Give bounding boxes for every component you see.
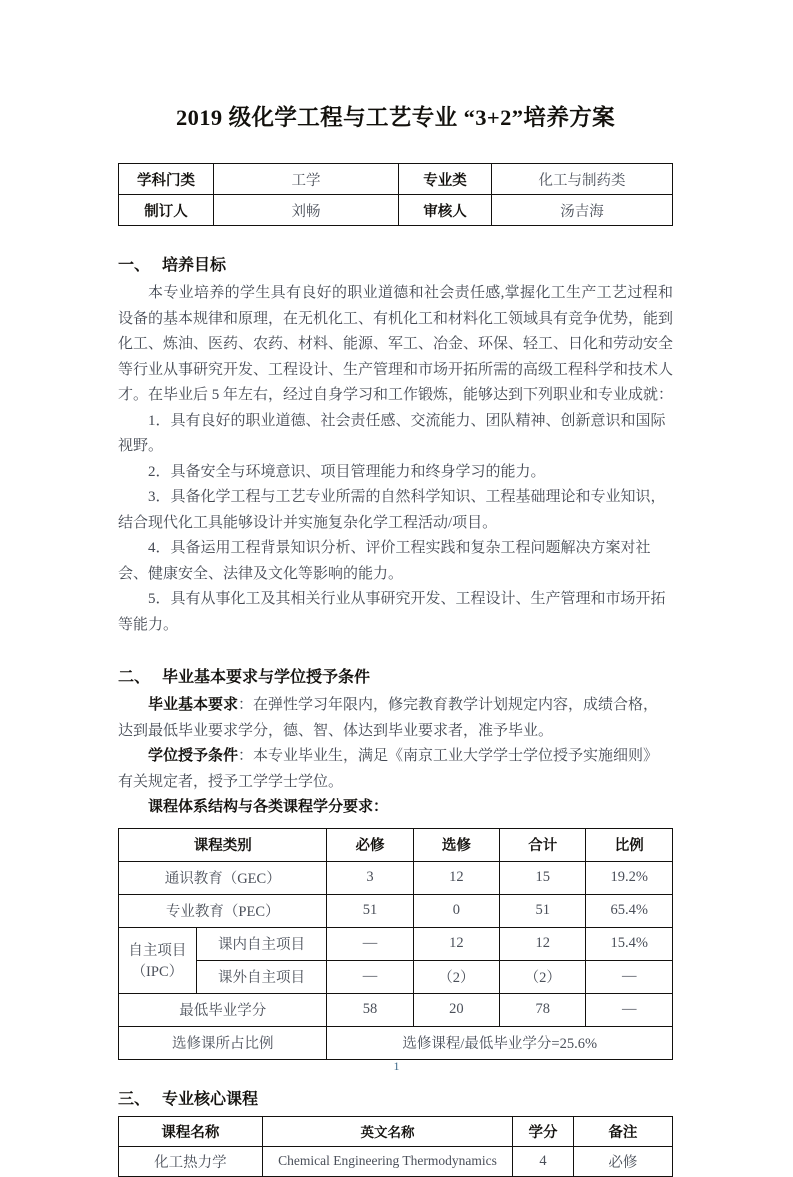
graduation-requirement-label: 毕业基本要求 <box>148 697 239 713</box>
credits-row-ipc-in-required: — <box>327 927 413 960</box>
credits-row-ipc-out-required: — <box>327 960 413 993</box>
page-number: 1 <box>393 1059 400 1073</box>
section-title-1: 培养目标 <box>162 257 227 274</box>
credits-row-pec-ratio: 65.4% <box>586 894 673 927</box>
table-row <box>119 195 673 226</box>
core-header-credits: 学分 <box>513 1116 574 1146</box>
page-title: 2019 级化学工程与工艺专业 “3+2”培养方案 <box>175 105 616 130</box>
credits-group-ipc <box>119 927 197 993</box>
table-row <box>119 861 673 894</box>
credits-row-gec-type: 通识教育（GEC） <box>119 861 327 894</box>
section-heading-objectives <box>118 252 673 275</box>
credits-row-pec-total: 51 <box>500 894 586 927</box>
table-row <box>119 960 673 993</box>
graduation-requirement-paragraph <box>118 693 673 744</box>
credits-row-min-type: 最低毕业学分 <box>119 993 327 1026</box>
degree-condition-label: 学位授予条件 <box>148 748 239 764</box>
info-value-author: 刘畅 <box>214 195 399 226</box>
core-courses-table <box>118 1116 673 1177</box>
list-item: 3．具备化学工程与工艺专业所需的自然科学知识、工程基础理论和专业知识，结合现代化工具能够设计并实施复杂化学工程活动/项目。 <box>118 489 666 531</box>
credits-row-ipc-out-ratio: — <box>586 960 673 993</box>
table-row <box>119 927 673 960</box>
page-content <box>118 0 673 1177</box>
info-label-reviewer: 审核人 <box>399 195 492 226</box>
info-label-discipline: 学科门类 <box>119 164 214 195</box>
credits-row-ipc-out-elective: （2） <box>413 960 499 993</box>
credits-group-ipc-line1: 自主项目 <box>128 943 187 959</box>
credits-row-pec-required: 51 <box>327 894 413 927</box>
section-title-3: 专业核心课程 <box>162 1090 259 1108</box>
table-row <box>119 1146 673 1176</box>
credits-structure-table <box>118 828 673 1060</box>
degree-condition-paragraph <box>118 744 673 795</box>
table-header-row <box>119 1116 673 1146</box>
credits-row-ipc-out-total: （2） <box>500 960 586 993</box>
section-number-3: 三、 <box>118 1090 151 1108</box>
credits-row-ipc-out-type: 课外自主项目 <box>196 960 327 993</box>
credits-row-gec-elective: 12 <box>413 861 499 894</box>
credits-row-electiveratio-value: 选修课程/最低毕业学分=25.6% <box>327 1026 673 1059</box>
graduation-requirement-text: ：在弹性学习年限内，修完教育教学计划规定内容，成绩合格，达到最低毕业要求学分，德、智、体达到毕业要求者，准予毕业。 <box>118 697 659 739</box>
credits-row-pec-type: 专业教育（PEC） <box>119 894 327 927</box>
credits-row-gec-ratio: 19.2% <box>586 861 673 894</box>
credits-group-ipc-line2: （IPC） <box>131 964 184 980</box>
core-row-name: 化工热力学 <box>119 1146 263 1176</box>
credits-header-total: 合计 <box>500 828 586 861</box>
objectives-paragraph: 本专业培养的学生具有良好的职业道德和社会责任感,掌握化工生产工艺过程和设备的基本规律和原理，在无机化工、有机化工和材料化工领域具有竞争优势，能到化工、炼油、医药、农药、材料、能源、军工、冶金、环保、轻工、日化和劳动安全等行业从事研究开发、工程设计、生产管理和市场开拓所需的高级工程科学和技术人才。在毕业后 5 年左右，经过自身学习和工作锻炼，能够达到下列职业和专业成就： <box>118 285 674 403</box>
credits-row-min-required: 58 <box>327 993 413 1026</box>
list-item: 2．具备安全与环境意识、项目管理能力和终身学习的能力。 <box>148 463 546 480</box>
credits-header-ratio: 比例 <box>586 828 673 861</box>
table-header-row <box>119 828 673 861</box>
credits-table-caption: 课程体系结构与各类课程学分要求： <box>148 799 389 815</box>
core-header-english: 英文名称 <box>262 1116 512 1146</box>
program-info-table <box>118 163 673 226</box>
table-row <box>119 164 673 195</box>
credits-row-gec-required: 3 <box>327 861 413 894</box>
table-row <box>119 1026 673 1059</box>
list-item: 4．具备运用工程背景知识分析、评价工程实践和复杂工程问题解决方案对社会、健康安全、法律及文化等影响的能力。 <box>118 540 651 582</box>
section-number-2: 二、 <box>118 669 151 686</box>
credits-row-ipc-in-elective: 12 <box>413 927 499 960</box>
table-row <box>119 894 673 927</box>
core-header-name: 课程名称 <box>119 1116 263 1146</box>
section-number-1: 一、 <box>118 257 151 274</box>
info-value-discipline: 工学 <box>214 164 399 195</box>
credits-row-electiveratio-label: 选修课所占比例 <box>119 1026 327 1059</box>
core-row-credits: 4 <box>513 1146 574 1176</box>
core-row-english: Chemical Engineering Thermodynamics <box>262 1146 512 1176</box>
table-row <box>119 993 673 1026</box>
credits-row-ipc-in-ratio: 15.4% <box>586 927 673 960</box>
credits-row-ipc-in-total: 12 <box>500 927 586 960</box>
credits-row-pec-elective: 0 <box>413 894 499 927</box>
info-label-major-category: 专业类 <box>399 164 492 195</box>
info-label-author: 制订人 <box>119 195 214 226</box>
list-item: 5．具有从事化工及其相关行业从事研究开发、工程设计、生产管理和市场开拓等能力。 <box>118 591 666 633</box>
list-item: 1．具有良好的职业道德、社会责任感、交流能力、团队精神、创新意识和国际视野。 <box>118 412 666 454</box>
section-heading-core-courses <box>118 1086 673 1109</box>
credits-row-min-total: 78 <box>500 993 586 1026</box>
info-value-reviewer: 汤吉海 <box>492 195 673 226</box>
credits-row-min-elective: 20 <box>413 993 499 1026</box>
credits-header-type: 课程类别 <box>119 828 327 861</box>
credits-row-min-ratio: — <box>586 993 673 1026</box>
core-header-note: 备注 <box>573 1116 672 1146</box>
credits-header-elective: 选修 <box>413 828 499 861</box>
core-row-note: 必修 <box>573 1146 672 1176</box>
degree-condition-text: ：本专业毕业生，满足《南京工业大学学士学位授予实施细则》有关规定者，授予工学学士学位。 <box>118 748 659 790</box>
credits-row-gec-total: 15 <box>500 861 586 894</box>
info-value-major-category: 化工与制药类 <box>492 164 673 195</box>
section-title-2: 毕业基本要求与学位授予条件 <box>162 669 371 686</box>
section-heading-graduation <box>118 664 673 687</box>
credits-row-ipc-in-type: 课内自主项目 <box>196 927 327 960</box>
credits-header-required: 必修 <box>327 828 413 861</box>
